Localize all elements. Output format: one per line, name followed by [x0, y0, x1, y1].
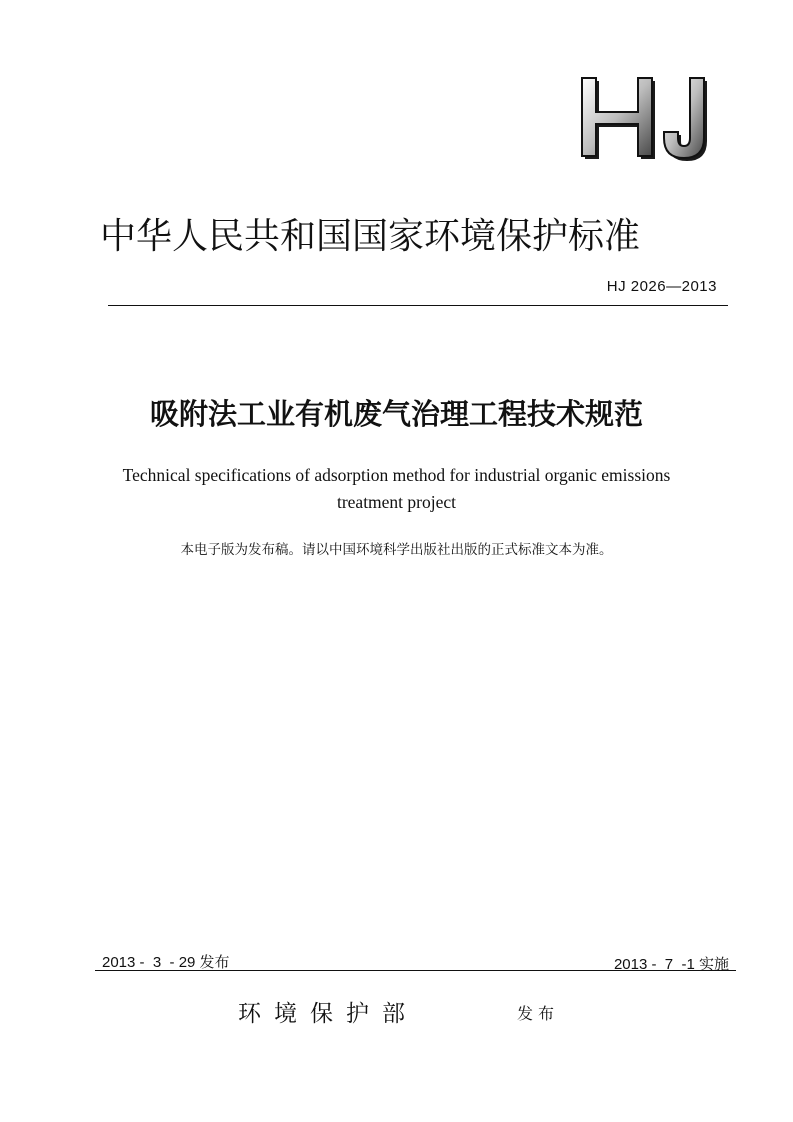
hj-logo-graphic: [572, 68, 722, 168]
document-title-chinese: 吸附法工业有机废气治理工程技术规范: [149, 397, 643, 431]
publish-label: 发布: [517, 1004, 560, 1023]
standard-category-title: 中华人民共和国国家环境保护标准: [100, 216, 641, 257]
effective-date: 2013 - 7 -1 实施: [613, 956, 729, 973]
document-title-english: Technical specifications of adsorption method for industrial organic emissions treatment project: [122, 465, 671, 512]
header-divider: [108, 305, 728, 306]
issued-date: 2013 - 3 - 29 发布: [102, 954, 230, 971]
logo-letter-h: [582, 78, 655, 159]
logo-letter-j: [664, 78, 707, 161]
hj-logo: [572, 68, 722, 168]
electronic-version-notice: 本电子版为发布稿。请以中国环境科学出版社出版的正式标准文本为准。: [180, 542, 613, 558]
footer-divider: [95, 970, 736, 971]
publisher-name: 环境保护部: [238, 1001, 418, 1027]
standard-code: HJ 2026—2013: [606, 278, 717, 295]
